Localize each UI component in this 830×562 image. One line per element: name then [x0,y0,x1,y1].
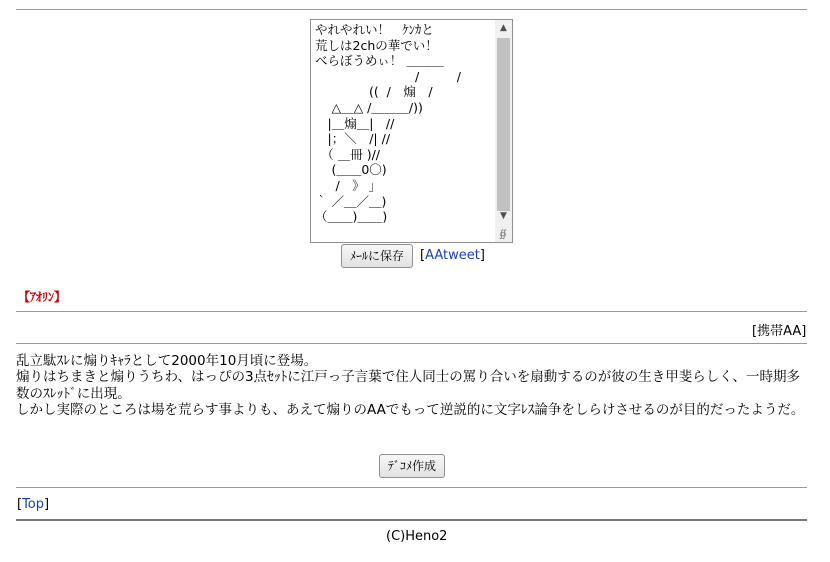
description-line: 煽りはちまきと煽りうちわ、はっぴの3点ｾｯﾄに江戸っ子言葉で住人同士の罵り合いを扇動するのが彼の生き甲斐らしく、一時期多数のｽﾚｯﾄﾞに出現。 [16,369,801,402]
footer-divider [16,519,807,521]
section-divider [16,311,807,312]
bracket-close: ] [801,324,807,339]
scrollbar-thumb[interactable] [497,38,510,211]
mobile-aa-link[interactable]: 携帯AA [757,324,802,339]
bracket-open: [ [17,497,23,512]
bracket-close: ] [44,497,50,512]
section-divider [16,343,807,344]
resize-grip-icon[interactable]: ∯ [499,229,507,240]
vertical-scrollbar[interactable] [495,20,512,242]
section-divider [16,487,807,488]
bracket-open: [ [752,324,758,339]
copyright: (C)Heno2 [386,529,448,544]
scroll-down-icon[interactable]: ▼ [500,211,507,221]
save-to-mail-button[interactable]: ﾒｰﾙに保存 [341,244,413,268]
mobile-aa-link-wrapper [752,320,806,339]
category-tag: 【ｱｵﾘﾝ】 [18,290,67,304]
bracket-close: ] [479,248,485,263]
create-deco-mail-button[interactable]: ﾃﾞｺﾒ作成 [379,454,445,478]
scroll-up-icon[interactable]: ▲ [500,23,507,33]
description-line: しかし実際のところは場を荒らす事よりも、あえて煽りのAAでもって逆説的に文字ﾚｽ論争をしらけさせるのが目的だったようだ。 [16,401,805,418]
aatweet-link[interactable]: AAtweet [425,248,480,263]
bracket-open: [ [420,248,426,263]
top-divider [16,9,807,10]
top-link-wrapper [17,497,49,512]
ascii-art-content[interactable]: やれやれい！ ｹﾝｶと 荒しは2chの華でい！ べらぼうめぃ！ ＿＿＿ / / (( / 煽 / △＿△ /＿＿＿/)) |＿煽＿| // |；＼ /| // （ ＿冊 )// (＿＿0〇) / 》 ｣ ｀ ／＿／＿) （＿＿)＿＿) [315,22,461,225]
ascii-art-textarea[interactable] [310,19,513,243]
description [16,353,806,418]
aatweet-link-wrapper [420,248,485,263]
description-line: 乱立駄ｽﾚに煽りｷｬﾗとして2000年10月頃に登場。 [16,353,318,369]
top-link[interactable]: Top [22,497,45,512]
